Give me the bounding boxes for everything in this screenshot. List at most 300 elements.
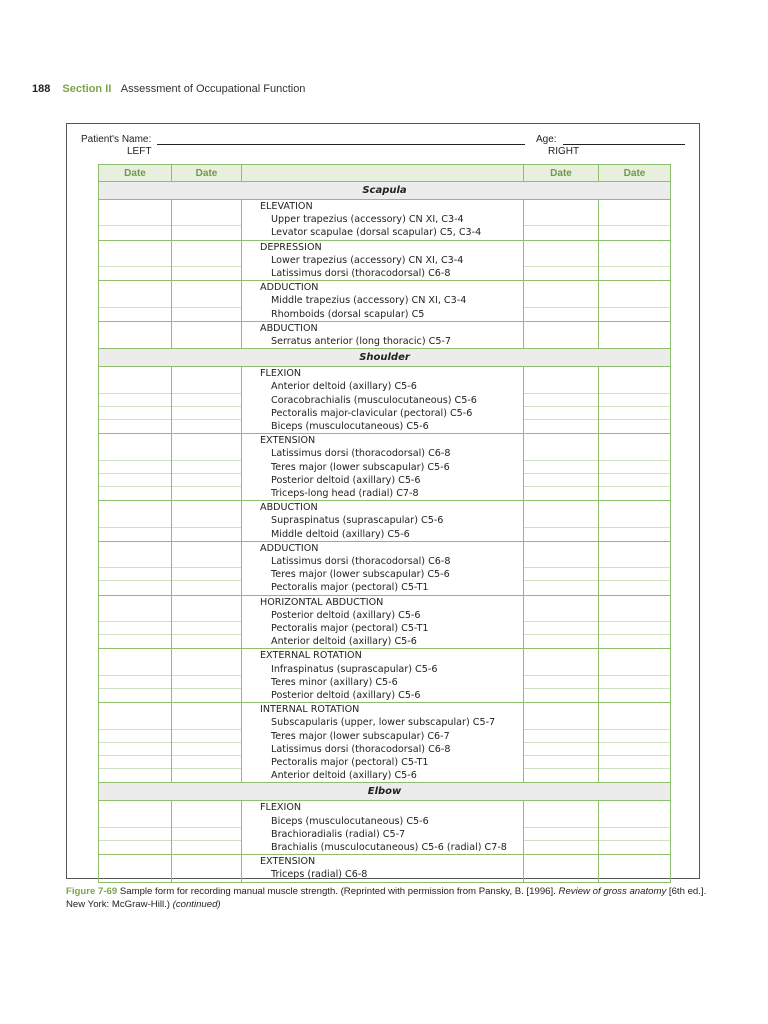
grade-line[interactable] xyxy=(172,501,241,514)
grade-line[interactable] xyxy=(524,226,598,239)
grade-line[interactable] xyxy=(524,200,598,213)
movement-row xyxy=(99,321,671,348)
grade-cell-stack xyxy=(599,434,670,500)
grade-line[interactable] xyxy=(524,380,598,393)
grade-line[interactable] xyxy=(172,308,241,321)
left-grade-cell-1[interactable] xyxy=(99,703,172,783)
right-grade-cell-2[interactable] xyxy=(599,501,671,542)
grade-line[interactable] xyxy=(172,635,241,648)
grade-line[interactable] xyxy=(99,241,171,254)
grade-line[interactable] xyxy=(599,801,670,814)
grade-line[interactable] xyxy=(524,622,598,635)
grade-line[interactable] xyxy=(172,514,241,527)
grade-line[interactable] xyxy=(172,241,241,254)
muscle-label: Middle deltoid (axillary) C5-6 xyxy=(271,528,410,540)
right-grade-cell-1[interactable] xyxy=(524,434,599,501)
grade-line[interactable] xyxy=(524,635,598,648)
grade-line[interactable] xyxy=(599,213,670,226)
movement-cell xyxy=(242,434,524,501)
muscle-label: Levator scapulae (dorsal scapular) C5, C3-4 xyxy=(271,227,482,239)
grade-line[interactable] xyxy=(524,367,598,380)
grade-line[interactable] xyxy=(172,542,241,555)
left-grade-cell-2[interactable] xyxy=(172,855,242,882)
grade-line[interactable] xyxy=(172,254,241,267)
grade-line[interactable] xyxy=(99,801,171,814)
grade-line[interactable] xyxy=(99,420,171,433)
grade-line[interactable] xyxy=(524,663,598,676)
grade-line[interactable] xyxy=(524,868,598,881)
grade-cell-stack xyxy=(524,367,598,433)
grade-line[interactable] xyxy=(599,555,670,568)
grade-line[interactable] xyxy=(99,689,171,702)
grade-line[interactable] xyxy=(599,267,670,280)
grade-line[interactable] xyxy=(99,868,171,881)
left-grade-cell-1[interactable] xyxy=(99,595,172,649)
right-grade-cell-2[interactable] xyxy=(599,703,671,783)
muscle-label: Brachialis (musculocutaneous) C5-6 (radial) C7-8 xyxy=(271,841,507,853)
grade-line[interactable] xyxy=(99,380,171,393)
grade-line[interactable] xyxy=(599,308,670,321)
movement-row xyxy=(99,703,671,783)
grade-line[interactable] xyxy=(99,394,171,407)
movement-label: ABDUCTION xyxy=(260,502,318,514)
grade-line[interactable] xyxy=(599,596,670,609)
grade-line[interactable] xyxy=(524,676,598,689)
right-grade-cell-2[interactable] xyxy=(599,855,671,882)
grade-line[interactable] xyxy=(99,703,171,716)
grade-line[interactable] xyxy=(172,434,241,447)
grade-line[interactable] xyxy=(599,281,670,294)
grade-line[interactable] xyxy=(599,868,670,881)
grade-line[interactable] xyxy=(99,407,171,420)
grade-line[interactable] xyxy=(599,461,670,474)
grade-line[interactable] xyxy=(524,308,598,321)
grade-line[interactable] xyxy=(599,815,670,828)
grade-line[interactable] xyxy=(172,756,241,769)
grade-line[interactable] xyxy=(524,281,598,294)
running-header xyxy=(32,83,305,95)
right-grade-cell-1[interactable] xyxy=(524,703,599,783)
grade-line[interactable] xyxy=(524,514,598,527)
grade-line[interactable] xyxy=(172,294,241,307)
grade-line[interactable] xyxy=(172,703,241,716)
movement-row xyxy=(99,200,671,241)
muscle-header xyxy=(242,165,524,182)
grade-line[interactable] xyxy=(599,635,670,648)
grade-line[interactable] xyxy=(172,622,241,635)
movement-row xyxy=(99,367,671,434)
grade-line[interactable] xyxy=(524,322,598,335)
grade-cell-stack xyxy=(599,703,670,782)
muscle-label: Teres major (lower subscapular) C5-6 xyxy=(271,569,450,581)
left-grade-cell-1[interactable] xyxy=(99,321,172,348)
grade-line[interactable] xyxy=(524,689,598,702)
grade-line[interactable] xyxy=(99,581,171,594)
right-grade-cell-2[interactable] xyxy=(599,595,671,649)
grade-line[interactable] xyxy=(99,663,171,676)
grade-cell-stack xyxy=(599,281,670,321)
left-grade-cell-1[interactable] xyxy=(99,240,172,281)
grade-line[interactable] xyxy=(172,828,241,841)
muscle-strength-table xyxy=(98,164,671,883)
grade-cell-stack xyxy=(599,501,670,541)
grade-line[interactable] xyxy=(172,730,241,743)
grade-line[interactable] xyxy=(172,322,241,335)
grade-line[interactable] xyxy=(524,528,598,541)
grade-line[interactable] xyxy=(99,200,171,213)
grade-line[interactable] xyxy=(524,394,598,407)
grade-line[interactable] xyxy=(99,649,171,662)
left-grade-cell-2[interactable] xyxy=(172,281,242,322)
grade-line[interactable] xyxy=(99,528,171,541)
movement-cell xyxy=(242,649,524,703)
grade-line[interactable] xyxy=(172,213,241,226)
movement-label: FLEXION xyxy=(260,802,302,814)
grade-line[interactable] xyxy=(599,542,670,555)
grade-line[interactable] xyxy=(99,855,171,868)
grade-cell-stack xyxy=(172,703,241,782)
grade-line[interactable] xyxy=(99,335,171,348)
grade-line[interactable] xyxy=(172,568,241,581)
grade-line[interactable] xyxy=(172,487,241,500)
grade-cell-stack xyxy=(524,281,598,321)
grade-line[interactable] xyxy=(599,294,670,307)
grade-line[interactable] xyxy=(172,841,241,854)
grade-line[interactable] xyxy=(172,474,241,487)
header-row xyxy=(99,165,671,182)
movement-cell xyxy=(242,367,524,434)
left-grade-cell-1[interactable] xyxy=(99,434,172,501)
grade-line[interactable] xyxy=(524,555,598,568)
grade-line[interactable] xyxy=(524,267,598,280)
grade-line[interactable] xyxy=(599,649,670,662)
grade-line[interactable] xyxy=(99,501,171,514)
grade-line[interactable] xyxy=(599,581,670,594)
grade-line[interactable] xyxy=(524,447,598,460)
grade-line[interactable] xyxy=(99,322,171,335)
grade-line[interactable] xyxy=(599,407,670,420)
right-grade-cell-1[interactable] xyxy=(524,855,599,882)
grade-line[interactable] xyxy=(172,281,241,294)
grade-line[interactable] xyxy=(172,528,241,541)
section-title: Scapula xyxy=(99,182,671,200)
grade-line[interactable] xyxy=(172,447,241,460)
grade-line[interactable] xyxy=(599,434,670,447)
grade-line[interactable] xyxy=(99,308,171,321)
grade-line[interactable] xyxy=(99,568,171,581)
grade-line[interactable] xyxy=(524,407,598,420)
left-grade-cell-2[interactable] xyxy=(172,801,242,855)
left-grade-cell-2[interactable] xyxy=(172,321,242,348)
left-grade-cell-1[interactable] xyxy=(99,367,172,434)
grade-line[interactable] xyxy=(172,663,241,676)
grade-line[interactable] xyxy=(99,596,171,609)
grade-line[interactable] xyxy=(99,769,171,782)
grade-cell-stack xyxy=(172,434,241,500)
section-title: Elbow xyxy=(99,783,671,801)
left-grade-cell-1[interactable] xyxy=(99,801,172,855)
grade-line[interactable] xyxy=(524,581,598,594)
grade-line[interactable] xyxy=(172,226,241,239)
grade-line[interactable] xyxy=(99,716,171,729)
grade-line[interactable] xyxy=(172,335,241,348)
right-grade-cell-1[interactable] xyxy=(524,281,599,322)
grade-cell-stack xyxy=(172,855,241,881)
grade-line[interactable] xyxy=(524,801,598,814)
left-grade-cell-1[interactable] xyxy=(99,200,172,241)
grade-line[interactable] xyxy=(599,689,670,702)
left-grade-cell-2[interactable] xyxy=(172,200,242,241)
left-grade-cell-1[interactable] xyxy=(99,501,172,542)
movement-cell xyxy=(242,595,524,649)
grade-line[interactable] xyxy=(172,394,241,407)
grade-line[interactable] xyxy=(524,461,598,474)
grade-line[interactable] xyxy=(524,609,598,622)
grade-line[interactable] xyxy=(172,815,241,828)
grade-cell-stack xyxy=(99,367,171,433)
movement-row xyxy=(99,281,671,322)
grade-line[interactable] xyxy=(99,461,171,474)
grade-line[interactable] xyxy=(99,281,171,294)
grade-line[interactable] xyxy=(172,267,241,280)
grade-line[interactable] xyxy=(172,407,241,420)
grade-line[interactable] xyxy=(599,241,670,254)
grade-line[interactable] xyxy=(99,815,171,828)
grade-line[interactable] xyxy=(99,635,171,648)
grade-line[interactable] xyxy=(99,542,171,555)
grade-line[interactable] xyxy=(172,581,241,594)
grade-line[interactable] xyxy=(99,254,171,267)
grade-line[interactable] xyxy=(172,868,241,881)
grade-cell-stack xyxy=(99,542,171,595)
grade-line[interactable] xyxy=(599,676,670,689)
muscle-label: Posterior deltoid (axillary) C5-6 xyxy=(271,474,421,486)
grade-line[interactable] xyxy=(599,609,670,622)
grade-line[interactable] xyxy=(599,703,670,716)
right-grade-cell-1[interactable] xyxy=(524,541,599,595)
right-grade-cell-2[interactable] xyxy=(599,649,671,703)
grade-line[interactable] xyxy=(599,855,670,868)
grade-line[interactable] xyxy=(524,815,598,828)
grade-line[interactable] xyxy=(524,474,598,487)
left-grade-cell-2[interactable] xyxy=(172,434,242,501)
grade-line[interactable] xyxy=(524,841,598,854)
grade-line[interactable] xyxy=(599,514,670,527)
right-grade-cell-2[interactable] xyxy=(599,281,671,322)
grade-line[interactable] xyxy=(599,756,670,769)
grade-line[interactable] xyxy=(599,528,670,541)
grade-line[interactable] xyxy=(99,743,171,756)
muscle-label: Latissimus dorsi (thoracodorsal) C6-8 xyxy=(271,555,451,567)
grade-line[interactable] xyxy=(99,213,171,226)
left-grade-cell-1[interactable] xyxy=(99,541,172,595)
grade-cell-stack xyxy=(524,649,598,702)
grade-line[interactable] xyxy=(524,241,598,254)
grade-line[interactable] xyxy=(599,841,670,854)
grade-line[interactable] xyxy=(99,434,171,447)
grade-line[interactable] xyxy=(524,213,598,226)
right-grade-cell-1[interactable] xyxy=(524,321,599,348)
grade-line[interactable] xyxy=(599,716,670,729)
grade-line[interactable] xyxy=(172,676,241,689)
right-grade-cell-2[interactable] xyxy=(599,367,671,434)
grade-line[interactable] xyxy=(99,447,171,460)
left-grade-cell-1[interactable] xyxy=(99,281,172,322)
right-grade-cell-1[interactable] xyxy=(524,240,599,281)
grade-line[interactable] xyxy=(172,769,241,782)
grade-line[interactable] xyxy=(599,420,670,433)
left-grade-cell-2[interactable] xyxy=(172,541,242,595)
movement-cell xyxy=(242,501,524,542)
right-grade-cell-2[interactable] xyxy=(599,240,671,281)
grade-line[interactable] xyxy=(99,367,171,380)
grade-line[interactable] xyxy=(524,487,598,500)
left-grade-cell-1[interactable] xyxy=(99,855,172,882)
patient-name-label: Patient's Name: xyxy=(81,134,152,145)
left-grade-cell-2[interactable] xyxy=(172,649,242,703)
grade-line[interactable] xyxy=(172,461,241,474)
muscle-label: Middle trapezius (accessory) CN XI, C3-4 xyxy=(271,295,467,307)
grade-line[interactable] xyxy=(524,434,598,447)
grade-line[interactable] xyxy=(599,200,670,213)
grade-line[interactable] xyxy=(599,501,670,514)
grade-line[interactable] xyxy=(524,756,598,769)
right-grade-cell-1[interactable] xyxy=(524,367,599,434)
grade-line[interactable] xyxy=(599,367,670,380)
age-line[interactable] xyxy=(563,144,685,145)
grade-line[interactable] xyxy=(172,555,241,568)
right-grade-cell-1[interactable] xyxy=(524,801,599,855)
grade-line[interactable] xyxy=(599,394,670,407)
grade-line[interactable] xyxy=(599,663,670,676)
grade-line[interactable] xyxy=(172,855,241,868)
left-grade-cell-2[interactable] xyxy=(172,595,242,649)
grade-line[interactable] xyxy=(599,730,670,743)
grade-line[interactable] xyxy=(599,487,670,500)
grade-line[interactable] xyxy=(172,689,241,702)
grade-line[interactable] xyxy=(599,568,670,581)
grade-line[interactable] xyxy=(99,828,171,841)
left-grade-cell-2[interactable] xyxy=(172,703,242,783)
grade-line[interactable] xyxy=(99,841,171,854)
grade-line[interactable] xyxy=(524,716,598,729)
grade-line[interactable] xyxy=(99,756,171,769)
grade-line[interactable] xyxy=(524,294,598,307)
grade-cell-stack xyxy=(599,200,670,240)
grade-line[interactable] xyxy=(524,335,598,348)
section-title: Assessment of Occupational Function xyxy=(120,83,306,95)
grade-line[interactable] xyxy=(599,622,670,635)
grade-line[interactable] xyxy=(599,335,670,348)
grade-line[interactable] xyxy=(99,609,171,622)
grade-line[interactable] xyxy=(599,769,670,782)
grade-cell-stack xyxy=(599,241,670,281)
grade-line[interactable] xyxy=(599,322,670,335)
grade-cell-stack xyxy=(99,649,171,702)
grade-line[interactable] xyxy=(172,716,241,729)
grade-line[interactable] xyxy=(524,743,598,756)
left-grade-cell-2[interactable] xyxy=(172,240,242,281)
left-grade-cell-2[interactable] xyxy=(172,367,242,434)
grade-cell-stack xyxy=(524,855,598,881)
grade-line[interactable] xyxy=(99,474,171,487)
right-grade-cell-2[interactable] xyxy=(599,200,671,241)
grade-line[interactable] xyxy=(172,743,241,756)
left-grade-cell-1[interactable] xyxy=(99,649,172,703)
grade-line[interactable] xyxy=(172,367,241,380)
grade-line[interactable] xyxy=(99,487,171,500)
grade-line[interactable] xyxy=(524,855,598,868)
right-grade-cell-2[interactable] xyxy=(599,541,671,595)
grade-line[interactable] xyxy=(524,828,598,841)
movement-label: EXTENSION xyxy=(260,435,316,447)
grade-line[interactable] xyxy=(599,447,670,460)
grade-line[interactable] xyxy=(172,649,241,662)
grade-line[interactable] xyxy=(172,596,241,609)
grade-line[interactable] xyxy=(172,801,241,814)
grade-line[interactable] xyxy=(524,420,598,433)
grade-line[interactable] xyxy=(599,743,670,756)
grade-line[interactable] xyxy=(524,501,598,514)
patient-name-line[interactable] xyxy=(157,144,525,145)
grade-line[interactable] xyxy=(524,568,598,581)
muscle-label: Infraspinatus (suprascapular) C5-6 xyxy=(271,663,438,675)
form-frame xyxy=(66,123,700,879)
grade-cell-stack xyxy=(99,703,171,782)
movement-row xyxy=(99,501,671,542)
grade-line[interactable] xyxy=(99,226,171,239)
right-grade-cell-2[interactable] xyxy=(599,434,671,501)
grade-line[interactable] xyxy=(599,380,670,393)
grade-line[interactable] xyxy=(524,596,598,609)
grade-line[interactable] xyxy=(99,294,171,307)
grade-line[interactable] xyxy=(99,676,171,689)
grade-line[interactable] xyxy=(524,542,598,555)
right-grade-cell-1[interactable] xyxy=(524,501,599,542)
right-grade-cell-1[interactable] xyxy=(524,595,599,649)
grade-line[interactable] xyxy=(172,609,241,622)
grade-line[interactable] xyxy=(99,730,171,743)
grade-line[interactable] xyxy=(524,730,598,743)
grade-line[interactable] xyxy=(524,254,598,267)
grade-cell-stack xyxy=(172,322,241,348)
grade-line[interactable] xyxy=(524,769,598,782)
left-grade-cell-2[interactable] xyxy=(172,501,242,542)
grade-line[interactable] xyxy=(524,703,598,716)
right-grade-cell-2[interactable] xyxy=(599,801,671,855)
grade-line[interactable] xyxy=(599,828,670,841)
right-grade-cell-2[interactable] xyxy=(599,321,671,348)
muscle-label: Anterior deltoid (axillary) C5-6 xyxy=(271,636,417,648)
grade-line[interactable] xyxy=(599,474,670,487)
grade-line[interactable] xyxy=(172,420,241,433)
grade-line[interactable] xyxy=(99,267,171,280)
grade-cell-stack xyxy=(172,542,241,595)
grade-line[interactable] xyxy=(524,649,598,662)
grade-line[interactable] xyxy=(172,200,241,213)
grade-line[interactable] xyxy=(99,622,171,635)
grade-line[interactable] xyxy=(172,380,241,393)
movement-label: ADDUCTION xyxy=(260,282,319,294)
right-grade-cell-1[interactable] xyxy=(524,649,599,703)
right-grade-cell-1[interactable] xyxy=(524,200,599,241)
grade-cell-stack xyxy=(172,649,241,702)
grade-line[interactable] xyxy=(99,555,171,568)
grade-line[interactable] xyxy=(599,254,670,267)
muscle-label: Teres major (lower subscapular) C6-7 xyxy=(271,730,450,742)
grade-line[interactable] xyxy=(99,514,171,527)
grade-line[interactable] xyxy=(599,226,670,239)
